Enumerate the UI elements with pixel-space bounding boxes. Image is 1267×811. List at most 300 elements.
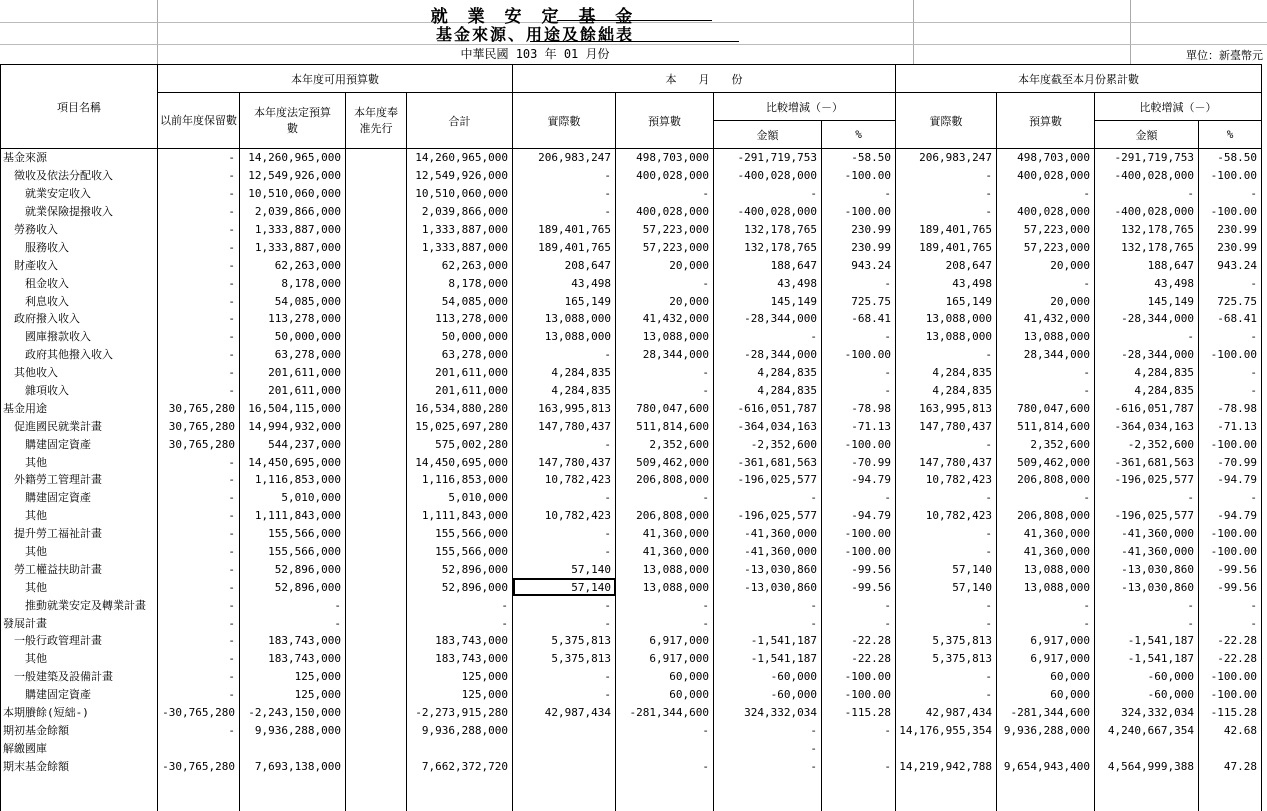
value-cell[interactable]: -361,681,563 bbox=[714, 453, 822, 471]
value-cell[interactable]: 10,782,423 bbox=[896, 507, 997, 525]
value-cell[interactable]: - bbox=[616, 364, 714, 382]
value-cell[interactable] bbox=[346, 149, 407, 167]
value-cell[interactable]: -196,025,577 bbox=[714, 471, 822, 489]
value-cell[interactable]: 57,223,000 bbox=[616, 238, 714, 256]
value-cell[interactable]: 132,178,765 bbox=[714, 221, 822, 239]
value-cell[interactable]: - bbox=[822, 185, 896, 203]
value-cell[interactable]: 12,549,926,000 bbox=[407, 167, 513, 185]
value-cell[interactable]: -616,051,787 bbox=[714, 399, 822, 417]
value-cell[interactable]: 50,000,000 bbox=[407, 328, 513, 346]
header-total[interactable]: 合計 bbox=[407, 93, 513, 149]
value-cell[interactable]: 62,263,000 bbox=[407, 256, 513, 274]
value-cell[interactable]: -30,765,280 bbox=[158, 757, 240, 775]
value-cell[interactable]: -41,360,000 bbox=[714, 543, 822, 561]
value-cell[interactable]: - bbox=[896, 543, 997, 561]
value-cell[interactable]: -68.41 bbox=[1199, 310, 1262, 328]
value-cell[interactable]: - bbox=[158, 292, 240, 310]
value-cell[interactable]: - bbox=[714, 185, 822, 203]
value-cell[interactable] bbox=[346, 238, 407, 256]
value-cell[interactable]: -99.56 bbox=[822, 578, 896, 596]
value-cell[interactable]: 41,360,000 bbox=[997, 525, 1095, 543]
value-cell[interactable]: -28,344,000 bbox=[714, 346, 822, 364]
value-cell[interactable]: 575,002,280 bbox=[407, 435, 513, 453]
value-cell[interactable]: - bbox=[822, 614, 896, 632]
value-cell[interactable]: 145,149 bbox=[714, 292, 822, 310]
empty-cell[interactable] bbox=[1, 775, 158, 811]
value-cell[interactable]: -100.00 bbox=[822, 346, 896, 364]
value-cell[interactable]: - bbox=[158, 203, 240, 221]
value-cell[interactable]: -400,028,000 bbox=[1095, 203, 1199, 221]
value-cell[interactable]: -400,028,000 bbox=[714, 203, 822, 221]
value-cell[interactable]: 42,987,434 bbox=[513, 704, 616, 722]
value-cell[interactable]: 132,178,765 bbox=[1095, 221, 1199, 239]
value-cell[interactable]: 943.24 bbox=[822, 256, 896, 274]
value-cell[interactable] bbox=[346, 560, 407, 578]
value-cell[interactable]: 60,000 bbox=[616, 668, 714, 686]
row-label[interactable]: 基金用途 bbox=[1, 399, 158, 417]
value-cell[interactable]: 189,401,765 bbox=[513, 221, 616, 239]
value-cell[interactable]: - bbox=[714, 757, 822, 775]
value-cell[interactable]: 14,994,932,000 bbox=[240, 417, 346, 435]
header-ytd-compare[interactable]: 比較增減（－） bbox=[1095, 93, 1262, 121]
value-cell[interactable]: - bbox=[158, 185, 240, 203]
row-label[interactable]: 勞務收入 bbox=[1, 221, 158, 239]
value-cell[interactable]: -22.28 bbox=[1199, 650, 1262, 668]
value-cell[interactable]: 16,504,115,000 bbox=[240, 399, 346, 417]
row-label[interactable]: 本期賸餘(短絀-) bbox=[1, 704, 158, 722]
value-cell[interactable]: - bbox=[896, 668, 997, 686]
value-cell[interactable]: - bbox=[896, 596, 997, 614]
value-cell[interactable]: - bbox=[158, 650, 240, 668]
value-cell[interactable]: 13,088,000 bbox=[997, 560, 1095, 578]
value-cell[interactable]: 725.75 bbox=[822, 292, 896, 310]
value-cell[interactable]: 52,896,000 bbox=[240, 560, 346, 578]
value-cell[interactable]: - bbox=[714, 722, 822, 740]
value-cell[interactable]: - bbox=[513, 435, 616, 453]
value-cell[interactable]: -1,541,187 bbox=[714, 650, 822, 668]
value-cell[interactable]: 189,401,765 bbox=[513, 238, 616, 256]
value-cell[interactable]: - bbox=[158, 310, 240, 328]
value-cell[interactable]: -100.00 bbox=[822, 167, 896, 185]
value-cell[interactable]: 5,375,813 bbox=[896, 632, 997, 650]
row-label[interactable]: 發展計畫 bbox=[1, 614, 158, 632]
value-cell[interactable]: -281,344,600 bbox=[997, 704, 1095, 722]
value-cell[interactable] bbox=[346, 543, 407, 561]
value-cell[interactable] bbox=[346, 578, 407, 596]
value-cell[interactable]: 52,896,000 bbox=[407, 560, 513, 578]
value-cell[interactable]: -291,719,753 bbox=[1095, 149, 1199, 167]
value-cell[interactable]: 206,983,247 bbox=[513, 149, 616, 167]
value-cell[interactable] bbox=[346, 739, 407, 757]
value-cell[interactable]: 1,333,887,000 bbox=[240, 221, 346, 239]
header-prior-reserve[interactable]: 以前年度保留數 bbox=[158, 93, 240, 149]
value-cell[interactable]: 324,332,034 bbox=[714, 704, 822, 722]
value-cell[interactable]: -2,352,600 bbox=[1095, 435, 1199, 453]
header-month-compare[interactable]: 比較增減（－） bbox=[714, 93, 896, 121]
value-cell[interactable]: -100.00 bbox=[1199, 435, 1262, 453]
value-cell[interactable]: -400,028,000 bbox=[714, 167, 822, 185]
value-cell[interactable]: - bbox=[714, 596, 822, 614]
value-cell[interactable]: 9,936,288,000 bbox=[240, 722, 346, 740]
value-cell[interactable]: 13,088,000 bbox=[616, 578, 714, 596]
value-cell[interactable]: 132,178,765 bbox=[1095, 238, 1199, 256]
value-cell[interactable]: -100.00 bbox=[822, 543, 896, 561]
row-label[interactable]: 一般行政管理計畫 bbox=[1, 632, 158, 650]
value-cell[interactable]: 28,344,000 bbox=[616, 346, 714, 364]
value-cell[interactable]: - bbox=[997, 364, 1095, 382]
header-approved[interactable]: 本年度奉准先行 bbox=[346, 93, 407, 149]
value-cell[interactable] bbox=[346, 704, 407, 722]
value-cell[interactable]: - bbox=[513, 525, 616, 543]
value-cell[interactable] bbox=[346, 435, 407, 453]
value-cell[interactable]: - bbox=[158, 489, 240, 507]
row-label[interactable]: 期末基金餘額 bbox=[1, 757, 158, 775]
value-cell[interactable]: - bbox=[407, 596, 513, 614]
value-cell[interactable]: - bbox=[896, 686, 997, 704]
value-cell[interactable]: -28,344,000 bbox=[1095, 346, 1199, 364]
value-cell[interactable]: -616,051,787 bbox=[1095, 399, 1199, 417]
empty-cell[interactable] bbox=[513, 775, 616, 811]
value-cell[interactable] bbox=[158, 739, 240, 757]
value-cell[interactable]: - bbox=[1199, 364, 1262, 382]
value-cell[interactable]: 60,000 bbox=[997, 686, 1095, 704]
value-cell[interactable] bbox=[346, 310, 407, 328]
value-cell[interactable] bbox=[346, 525, 407, 543]
value-cell[interactable]: - bbox=[896, 489, 997, 507]
row-label[interactable]: 服務收入 bbox=[1, 238, 158, 256]
value-cell[interactable]: 13,088,000 bbox=[997, 578, 1095, 596]
value-cell[interactable]: -1,541,187 bbox=[1095, 632, 1199, 650]
value-cell[interactable]: 42,987,434 bbox=[896, 704, 997, 722]
value-cell[interactable]: 7,662,372,720 bbox=[407, 757, 513, 775]
value-cell[interactable]: 1,111,843,000 bbox=[407, 507, 513, 525]
value-cell[interactable]: 13,088,000 bbox=[513, 310, 616, 328]
value-cell[interactable]: - bbox=[158, 578, 240, 596]
value-cell[interactable]: -361,681,563 bbox=[1095, 453, 1199, 471]
row-label[interactable]: 雜項收入 bbox=[1, 382, 158, 400]
row-label[interactable]: 徵收及依法分配收入 bbox=[1, 167, 158, 185]
value-cell[interactable]: - bbox=[714, 614, 822, 632]
value-cell[interactable]: - bbox=[822, 274, 896, 292]
value-cell[interactable]: 4,284,835 bbox=[714, 364, 822, 382]
value-cell[interactable]: 208,647 bbox=[896, 256, 997, 274]
value-cell[interactable]: -100.00 bbox=[1199, 167, 1262, 185]
value-cell[interactable]: 230.99 bbox=[822, 221, 896, 239]
value-cell[interactable] bbox=[346, 167, 407, 185]
header-item-name[interactable]: 項目名稱 bbox=[1, 65, 158, 149]
value-cell[interactable] bbox=[240, 739, 346, 757]
value-cell[interactable]: -99.56 bbox=[1199, 560, 1262, 578]
value-cell[interactable]: -2,243,150,000 bbox=[240, 704, 346, 722]
value-cell[interactable] bbox=[346, 203, 407, 221]
value-cell[interactable]: - bbox=[1095, 185, 1199, 203]
value-cell[interactable]: 125,000 bbox=[240, 668, 346, 686]
value-cell[interactable]: 163,995,813 bbox=[513, 399, 616, 417]
value-cell[interactable]: 2,352,600 bbox=[997, 435, 1095, 453]
value-cell[interactable]: 509,462,000 bbox=[997, 453, 1095, 471]
value-cell[interactable]: 1,116,853,000 bbox=[240, 471, 346, 489]
value-cell[interactable]: 62,263,000 bbox=[240, 256, 346, 274]
value-cell[interactable]: -100.00 bbox=[822, 525, 896, 543]
value-cell[interactable] bbox=[346, 650, 407, 668]
value-cell[interactable]: 201,611,000 bbox=[407, 364, 513, 382]
value-cell[interactable]: 10,782,423 bbox=[513, 507, 616, 525]
value-cell[interactable]: 41,360,000 bbox=[616, 525, 714, 543]
value-cell[interactable]: 12,549,926,000 bbox=[240, 167, 346, 185]
header-budget-group[interactable]: 本年度可用預算數 bbox=[158, 65, 513, 93]
value-cell[interactable]: -100.00 bbox=[822, 668, 896, 686]
value-cell[interactable]: 8,178,000 bbox=[407, 274, 513, 292]
value-cell[interactable]: - bbox=[513, 543, 616, 561]
value-cell[interactable] bbox=[513, 722, 616, 740]
value-cell[interactable]: -196,025,577 bbox=[714, 507, 822, 525]
row-label[interactable]: 其他 bbox=[1, 578, 158, 596]
value-cell[interactable]: -94.79 bbox=[1199, 471, 1262, 489]
value-cell[interactable]: -70.99 bbox=[1199, 453, 1262, 471]
value-cell[interactable] bbox=[346, 722, 407, 740]
header-month-budget[interactable]: 預算數 bbox=[616, 93, 714, 149]
value-cell[interactable]: - bbox=[240, 596, 346, 614]
value-cell[interactable]: 50,000,000 bbox=[240, 328, 346, 346]
value-cell[interactable]: 4,284,835 bbox=[896, 382, 997, 400]
value-cell[interactable]: -1,541,187 bbox=[1095, 650, 1199, 668]
value-cell[interactable]: -13,030,860 bbox=[1095, 578, 1199, 596]
value-cell[interactable] bbox=[346, 686, 407, 704]
row-label[interactable]: 租金收入 bbox=[1, 274, 158, 292]
value-cell[interactable]: 13,088,000 bbox=[997, 328, 1095, 346]
row-label[interactable]: 政府撥入收入 bbox=[1, 310, 158, 328]
row-label[interactable]: 其他 bbox=[1, 650, 158, 668]
value-cell[interactable]: 57,223,000 bbox=[997, 238, 1095, 256]
value-cell[interactable]: - bbox=[896, 203, 997, 221]
value-cell[interactable] bbox=[822, 739, 896, 757]
value-cell[interactable]: 511,814,600 bbox=[616, 417, 714, 435]
value-cell[interactable] bbox=[346, 364, 407, 382]
row-label[interactable]: 購建固定資產 bbox=[1, 686, 158, 704]
value-cell[interactable]: -13,030,860 bbox=[714, 560, 822, 578]
header-ytd-group[interactable]: 本年度截至本月份累計數 bbox=[896, 65, 1262, 93]
value-cell[interactable]: -60,000 bbox=[714, 686, 822, 704]
value-cell[interactable]: 206,808,000 bbox=[997, 471, 1095, 489]
value-cell[interactable]: 41,432,000 bbox=[997, 310, 1095, 328]
value-cell[interactable]: - bbox=[158, 382, 240, 400]
value-cell[interactable]: -100.00 bbox=[822, 203, 896, 221]
value-cell[interactable]: 155,566,000 bbox=[240, 543, 346, 561]
value-cell[interactable]: 5,375,813 bbox=[896, 650, 997, 668]
value-cell[interactable]: 13,088,000 bbox=[513, 328, 616, 346]
value-cell[interactable]: -281,344,600 bbox=[616, 704, 714, 722]
value-cell[interactable]: 1,333,887,000 bbox=[240, 238, 346, 256]
value-cell[interactable]: 52,896,000 bbox=[240, 578, 346, 596]
value-cell[interactable]: -100.00 bbox=[1199, 203, 1262, 221]
value-cell[interactable]: - bbox=[896, 185, 997, 203]
value-cell[interactable]: -364,034,163 bbox=[714, 417, 822, 435]
value-cell[interactable]: 201,611,000 bbox=[240, 382, 346, 400]
value-cell[interactable] bbox=[346, 274, 407, 292]
value-cell[interactable]: - bbox=[158, 471, 240, 489]
value-cell[interactable]: 10,782,423 bbox=[513, 471, 616, 489]
value-cell[interactable]: - bbox=[896, 614, 997, 632]
value-cell[interactable]: 2,039,866,000 bbox=[240, 203, 346, 221]
value-cell[interactable]: 230.99 bbox=[1199, 221, 1262, 239]
value-cell[interactable]: -100.00 bbox=[1199, 543, 1262, 561]
empty-cell[interactable] bbox=[997, 775, 1095, 811]
value-cell[interactable]: 60,000 bbox=[616, 686, 714, 704]
value-cell[interactable]: 165,149 bbox=[896, 292, 997, 310]
value-cell[interactable]: 498,703,000 bbox=[997, 149, 1095, 167]
row-label[interactable]: 促進國民就業計畫 bbox=[1, 417, 158, 435]
empty-cell[interactable] bbox=[714, 775, 822, 811]
empty-cell[interactable] bbox=[1199, 775, 1262, 811]
value-cell[interactable]: -60,000 bbox=[1095, 686, 1199, 704]
value-cell[interactable] bbox=[346, 417, 407, 435]
value-cell[interactable]: 206,983,247 bbox=[896, 149, 997, 167]
empty-cell[interactable] bbox=[616, 775, 714, 811]
value-cell[interactable] bbox=[346, 453, 407, 471]
value-cell[interactable]: 155,566,000 bbox=[407, 543, 513, 561]
value-cell[interactable]: 4,284,835 bbox=[513, 364, 616, 382]
value-cell[interactable]: -22.28 bbox=[822, 650, 896, 668]
value-cell[interactable] bbox=[346, 328, 407, 346]
value-cell[interactable]: -1,541,187 bbox=[714, 632, 822, 650]
value-cell[interactable]: - bbox=[1095, 328, 1199, 346]
value-cell[interactable]: 4,284,835 bbox=[896, 364, 997, 382]
value-cell[interactable]: -100.00 bbox=[1199, 525, 1262, 543]
value-cell[interactable] bbox=[346, 596, 407, 614]
value-cell[interactable]: 43,498 bbox=[714, 274, 822, 292]
value-cell[interactable]: - bbox=[158, 596, 240, 614]
value-cell[interactable]: -58.50 bbox=[1199, 149, 1262, 167]
value-cell[interactable]: 1,333,887,000 bbox=[407, 221, 513, 239]
value-cell[interactable]: 57,223,000 bbox=[997, 221, 1095, 239]
value-cell[interactable]: 63,278,000 bbox=[240, 346, 346, 364]
row-label[interactable]: 就業安定收入 bbox=[1, 185, 158, 203]
value-cell[interactable]: 206,808,000 bbox=[997, 507, 1095, 525]
row-label[interactable]: 就業保險提撥收入 bbox=[1, 203, 158, 221]
value-cell[interactable]: -364,034,163 bbox=[1095, 417, 1199, 435]
row-label[interactable]: 其他 bbox=[1, 453, 158, 471]
value-cell[interactable] bbox=[513, 739, 616, 757]
value-cell[interactable]: 780,047,600 bbox=[616, 399, 714, 417]
value-cell[interactable]: 1,333,887,000 bbox=[407, 238, 513, 256]
value-cell[interactable] bbox=[346, 757, 407, 775]
value-cell[interactable]: 189,401,765 bbox=[896, 221, 997, 239]
value-cell[interactable] bbox=[896, 739, 997, 757]
empty-cell[interactable] bbox=[1095, 775, 1199, 811]
header-ytd-actual[interactable]: 實際數 bbox=[896, 93, 997, 149]
value-cell[interactable]: - bbox=[1095, 614, 1199, 632]
value-cell[interactable]: 498,703,000 bbox=[616, 149, 714, 167]
empty-cell[interactable] bbox=[896, 775, 997, 811]
value-cell[interactable]: 230.99 bbox=[822, 238, 896, 256]
value-cell[interactable]: -99.56 bbox=[822, 560, 896, 578]
value-cell[interactable]: - bbox=[158, 525, 240, 543]
value-cell[interactable]: -99.56 bbox=[1199, 578, 1262, 596]
row-label[interactable]: 購建固定資產 bbox=[1, 435, 158, 453]
value-cell[interactable]: 113,278,000 bbox=[407, 310, 513, 328]
value-cell[interactable] bbox=[1199, 739, 1262, 757]
value-cell[interactable]: 14,260,965,000 bbox=[240, 149, 346, 167]
empty-cell[interactable] bbox=[240, 775, 346, 811]
value-cell[interactable]: - bbox=[997, 185, 1095, 203]
value-cell[interactable]: - bbox=[513, 686, 616, 704]
value-cell[interactable]: -13,030,860 bbox=[1095, 560, 1199, 578]
value-cell[interactable]: 54,085,000 bbox=[240, 292, 346, 310]
value-cell[interactable]: 147,780,437 bbox=[513, 417, 616, 435]
value-cell[interactable]: - bbox=[997, 382, 1095, 400]
empty-cell[interactable] bbox=[407, 775, 513, 811]
value-cell[interactable]: 188,647 bbox=[714, 256, 822, 274]
value-cell[interactable]: 5,375,813 bbox=[513, 650, 616, 668]
value-cell[interactable]: - bbox=[616, 274, 714, 292]
value-cell[interactable]: 125,000 bbox=[240, 686, 346, 704]
value-cell[interactable]: -60,000 bbox=[1095, 668, 1199, 686]
value-cell[interactable]: -28,344,000 bbox=[714, 310, 822, 328]
row-label[interactable]: 解繳國庫 bbox=[1, 739, 158, 757]
header-legal-budget[interactable]: 本年度法定預算數 bbox=[240, 93, 346, 149]
value-cell[interactable]: - bbox=[158, 614, 240, 632]
value-cell[interactable]: 20,000 bbox=[616, 256, 714, 274]
value-cell[interactable]: 5,010,000 bbox=[407, 489, 513, 507]
value-cell[interactable]: 725.75 bbox=[1199, 292, 1262, 310]
value-cell[interactable]: 7,693,138,000 bbox=[240, 757, 346, 775]
value-cell[interactable]: 13,088,000 bbox=[896, 328, 997, 346]
value-cell[interactable]: - bbox=[513, 596, 616, 614]
value-cell[interactable]: 943.24 bbox=[1199, 256, 1262, 274]
value-cell[interactable]: 54,085,000 bbox=[407, 292, 513, 310]
value-cell[interactable]: - bbox=[714, 328, 822, 346]
value-cell[interactable]: - bbox=[822, 382, 896, 400]
value-cell[interactable]: 9,936,288,000 bbox=[997, 722, 1095, 740]
value-cell[interactable]: 47.28 bbox=[1199, 757, 1262, 775]
header-ytd-pct[interactable]: % bbox=[1199, 121, 1262, 149]
value-cell[interactable] bbox=[346, 185, 407, 203]
value-cell[interactable] bbox=[407, 739, 513, 757]
value-cell[interactable]: - bbox=[158, 632, 240, 650]
value-cell[interactable]: 30,765,280 bbox=[158, 435, 240, 453]
value-cell[interactable] bbox=[346, 256, 407, 274]
value-cell[interactable]: 43,498 bbox=[1095, 274, 1199, 292]
value-cell[interactable]: -13,030,860 bbox=[714, 578, 822, 596]
value-cell[interactable]: - bbox=[997, 614, 1095, 632]
row-label[interactable]: 期初基金餘額 bbox=[1, 722, 158, 740]
value-cell[interactable]: - bbox=[616, 382, 714, 400]
value-cell[interactable]: -2,273,915,280 bbox=[407, 704, 513, 722]
value-cell[interactable]: -71.13 bbox=[822, 417, 896, 435]
value-cell[interactable]: 4,284,835 bbox=[513, 382, 616, 400]
empty-cell[interactable] bbox=[158, 775, 240, 811]
value-cell[interactable]: -100.00 bbox=[822, 686, 896, 704]
value-cell[interactable]: 52,896,000 bbox=[407, 578, 513, 596]
value-cell[interactable]: 147,780,437 bbox=[896, 417, 997, 435]
value-cell[interactable]: 15,025,697,280 bbox=[407, 417, 513, 435]
value-cell[interactable]: 183,743,000 bbox=[240, 632, 346, 650]
value-cell[interactable]: -22.28 bbox=[822, 632, 896, 650]
value-cell[interactable]: - bbox=[513, 185, 616, 203]
value-cell[interactable]: - bbox=[240, 614, 346, 632]
value-cell[interactable]: 145,149 bbox=[1095, 292, 1199, 310]
value-cell[interactable]: - bbox=[158, 686, 240, 704]
value-cell[interactable]: - bbox=[822, 364, 896, 382]
value-cell[interactable]: 20,000 bbox=[997, 256, 1095, 274]
value-cell[interactable]: -115.28 bbox=[822, 704, 896, 722]
value-cell[interactable]: 1,116,853,000 bbox=[407, 471, 513, 489]
row-label[interactable]: 提升勞工福祉計畫 bbox=[1, 525, 158, 543]
value-cell[interactable]: - bbox=[1199, 489, 1262, 507]
value-cell[interactable]: 201,611,000 bbox=[407, 382, 513, 400]
value-cell[interactable]: 2,039,866,000 bbox=[407, 203, 513, 221]
value-cell[interactable]: 14,219,942,788 bbox=[896, 757, 997, 775]
